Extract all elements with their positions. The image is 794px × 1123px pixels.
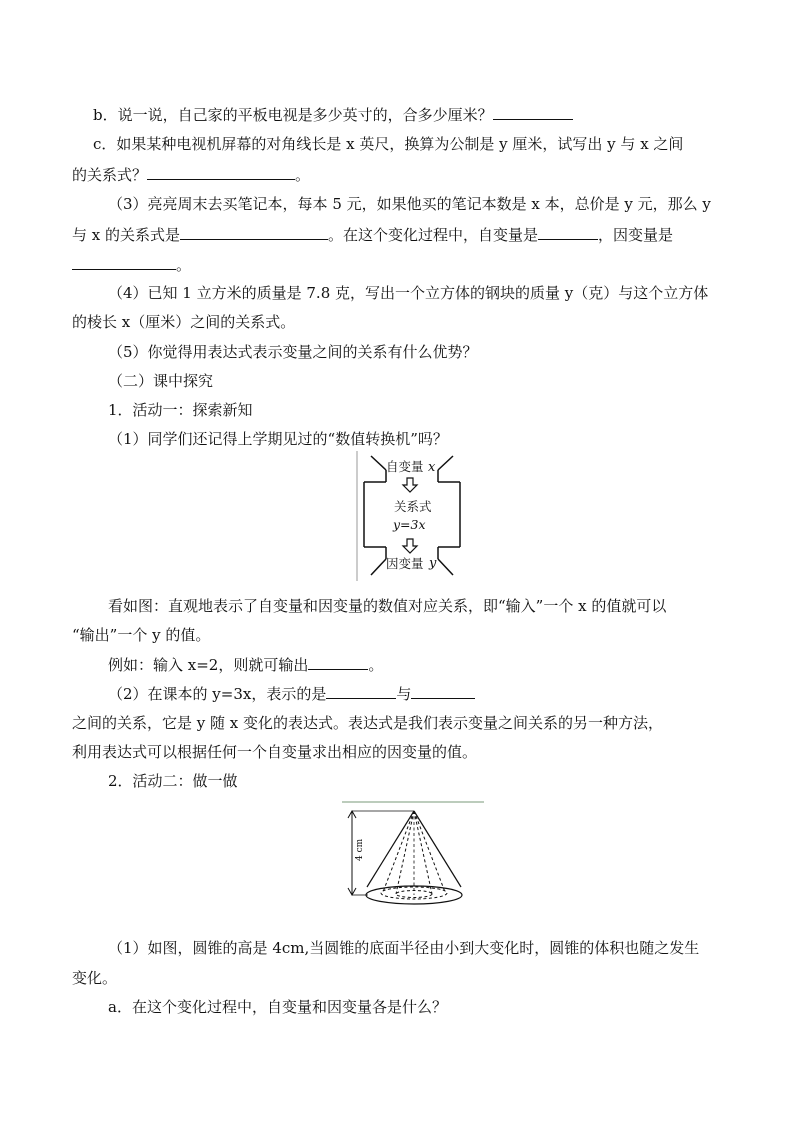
activity-2-question-a: a．在这个变化过程中，自变量和因变量各是什么？ [108, 998, 447, 1016]
down-arrow-icon [403, 539, 417, 553]
question-c-line1: c．如果某种电视机屏幕的对角线长是 x 英尺，换算为公制是 y 厘米，试写出 y 与 x 之间 [93, 135, 684, 153]
conversion-machine-diagram [356, 451, 468, 581]
activity-2-question-1-line2: 变化。 [72, 969, 118, 987]
down-arrow-icon [403, 478, 417, 492]
output-label: 因变量 [386, 556, 424, 571]
activity-2-question-1-line1: （1）如图，圆锥的高是 4cm,当圆锥的底面半径由小到大变化时，圆锥的体积也随之发生 [108, 939, 700, 957]
answer-blank[interactable] [538, 224, 598, 240]
question-4-line2: 的棱长 x（厘米）之间的关系式。 [72, 313, 296, 331]
question-3-line3: 。 [72, 254, 191, 275]
question-b [93, 104, 573, 125]
answer-blank[interactable] [326, 683, 396, 699]
input-label: 自变量 [386, 459, 424, 474]
input-variable: x [428, 460, 436, 475]
question-5: （5）你觉得用表达式表示变量之间的关系有什么优势？ [108, 343, 478, 361]
activity-2-heading: 2．活动二：做一做 [108, 772, 238, 790]
answer-blank[interactable] [180, 224, 328, 240]
activity-1-question-2: （2）在课本的 y=3x，表示的是 与 [108, 683, 475, 704]
activity-1-question-2-line2: 之间的关系，它是 y 随 x 变化的表达式。表达式是我们表示变量之间关系的另一种方法， [72, 714, 664, 732]
activity-1-question-1: （1）同学们还记得上学期见过的“数值转换机”吗？ [108, 430, 448, 448]
relation-label: 关系式 [394, 499, 432, 514]
output-variable: y [429, 556, 437, 571]
question-3-line1: （3）亮亮周末去买笔记本，每本 5 元，如果他买的笔记本数是 x 本，总价是 y 元，那么 y [108, 195, 711, 213]
answer-blank[interactable] [493, 104, 573, 120]
question-3-line2: 与 x 的关系式是 。在这个变化过程中，自变量是 ，因变量是 [72, 226, 674, 244]
section-heading: （二）课中探究 [108, 372, 214, 390]
question-b-text: b．说一说，自己家的平板电视是多少英寸的，合多少厘米？ [93, 106, 493, 124]
answer-blank[interactable] [72, 254, 176, 270]
cone-diagram [338, 799, 488, 919]
activity-1-heading: 1．活动一：探索新知 [108, 401, 253, 419]
question-4-line1: （4）已知 1 立方米的质量是 7.8 克，写出一个立方体的钢块的质量 y（克）与这个立方体 [108, 284, 709, 302]
activity-1-question-2-line3: 利用表达式可以根据任何一个自变量求出相应的因变量的值。 [72, 743, 478, 761]
example-line: 例如：输入 x=2，则就可输出 。 [108, 656, 384, 674]
answer-blank[interactable] [411, 683, 475, 699]
explanation-line-1: 看如图：直观地表示了自变量和因变量的数值对应关系，即“输入”一个 x 的值就可以 [108, 597, 667, 615]
answer-blank[interactable] [147, 164, 295, 180]
explanation-line-2: “输出”一个 y 的值。 [72, 626, 211, 644]
relation-formula: y=3x [393, 517, 426, 532]
height-label: 4 cm [355, 838, 365, 861]
question-c-line2: 的关系式？ 。 [72, 166, 311, 184]
answer-blank[interactable] [308, 654, 368, 670]
